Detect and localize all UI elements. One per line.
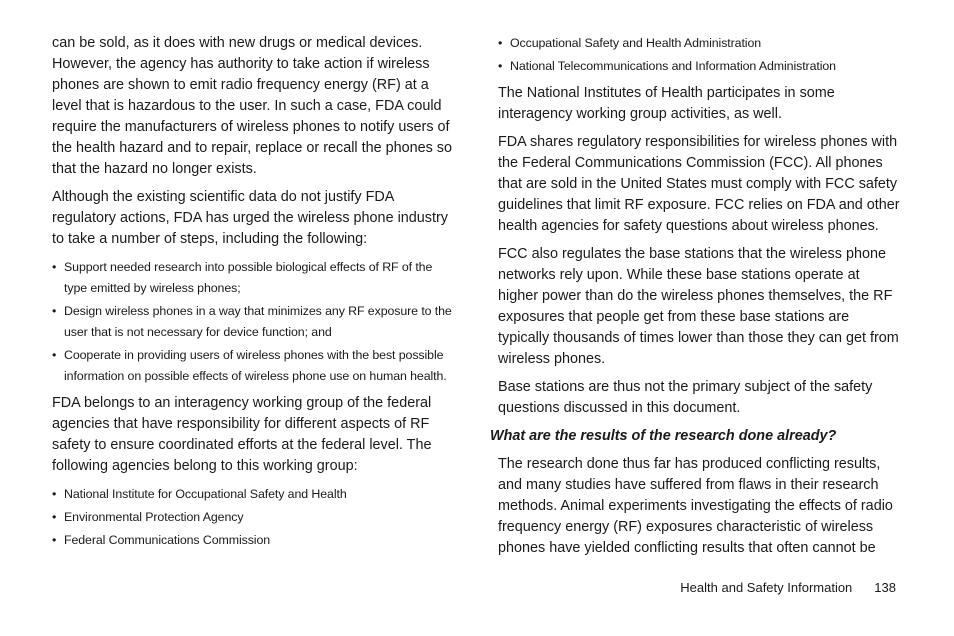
bullet-icon: •: [498, 36, 503, 50]
paragraph-base-stations: FCC also regulates the base stations that the wireless phone networks rely upon. While these base stations operate at higher power than do the wireless phones themselves, the RF exposures that people get from these base stations are typically thousands of times lower than those they can get from wireless phones.: [498, 246, 899, 367]
section-heading: What are the results of the research done already?: [490, 428, 837, 444]
list-item: • Occupational Safety and Health Administration: [498, 33, 902, 54]
paragraph-fcc-responsibilities: FDA shares regulatory responsibilities for wireless phones with the Federal Communications Commission (FCC). All phones that are sold in the United States must comply with FCC safety guidelines that limit RF exposure. FCC relies on FDA and other health agencies for safety questions about wireless phones.: [498, 134, 900, 234]
left-column: [52, 33, 452, 557]
list-item: • National Institute for Occupational Safety and Health: [52, 484, 452, 505]
list-item: • National Telecommunications and Information Administration: [498, 56, 902, 77]
right-column: [490, 33, 902, 566]
bullet-icon: •: [52, 533, 57, 547]
bullet-icon: •: [498, 59, 503, 73]
page-number: 138: [874, 580, 896, 595]
list-item: • Design wireless phones in a way that minimizes any RF exposure to the user that is not necessary for device function; and: [52, 301, 452, 343]
paragraph-nih: The National Institutes of Health participates in some interagency working group activities, as well.: [498, 85, 835, 122]
paragraph-industry-steps-intro: Although the existing scientific data do not justify FDA regulatory actions, FDA has urged the wireless phone industry to take a number of steps, including the following:: [52, 189, 448, 247]
list-item: • Federal Communications Commission: [52, 530, 452, 551]
bullet-icon: •: [52, 260, 57, 274]
paragraph-fda-authority: can be sold, as it does with new drugs or medical devices. However, the agency has authority to take action if wireless phones are shown to emit radio frequency energy (RF) at a level that is hazardous to the user. In such a case, FDA could require the manufacturers of wireless phones to notify users of the health hazard and to repair, replace or recall the phones so that the hazard no longer exists.: [52, 35, 453, 177]
paragraph-base-stations-scope: Base stations are thus not the primary subject of the safety questions discussed in this document.: [498, 379, 873, 416]
paragraph-research-results: The research done thus far has produced conflicting results, and many studies have suffered from flaws in their research methods. Animal experiments investigating the effects of radio frequency energy (RF) exposures characteristic of wireless phones have yielded conflicting results that often cannot be: [498, 456, 893, 556]
bullet-icon: •: [52, 348, 57, 362]
agencies-list-continued: [498, 33, 902, 77]
bullet-icon: •: [52, 304, 57, 318]
list-item: • Environmental Protection Agency: [52, 507, 452, 528]
list-item: • Cooperate in providing users of wireless phones with the best possible information on possible effects of wireless phone use on human health.: [52, 345, 452, 387]
industry-steps-list: [52, 257, 452, 387]
page-footer: [680, 578, 896, 598]
paragraph-working-group: FDA belongs to an interagency working group of the federal agencies that have responsibility for different aspects of RF safety to ensure coordinated efforts at the federal level. The following agencies belong to this working group:: [52, 395, 432, 474]
bullet-icon: •: [52, 487, 57, 501]
footer-section-title: Health and Safety Information: [680, 580, 853, 595]
bullet-icon: •: [52, 510, 57, 524]
list-item: • Support needed research into possible biological effects of RF of the type emitted by wireless phones;: [52, 257, 452, 299]
agencies-list: [52, 484, 452, 551]
